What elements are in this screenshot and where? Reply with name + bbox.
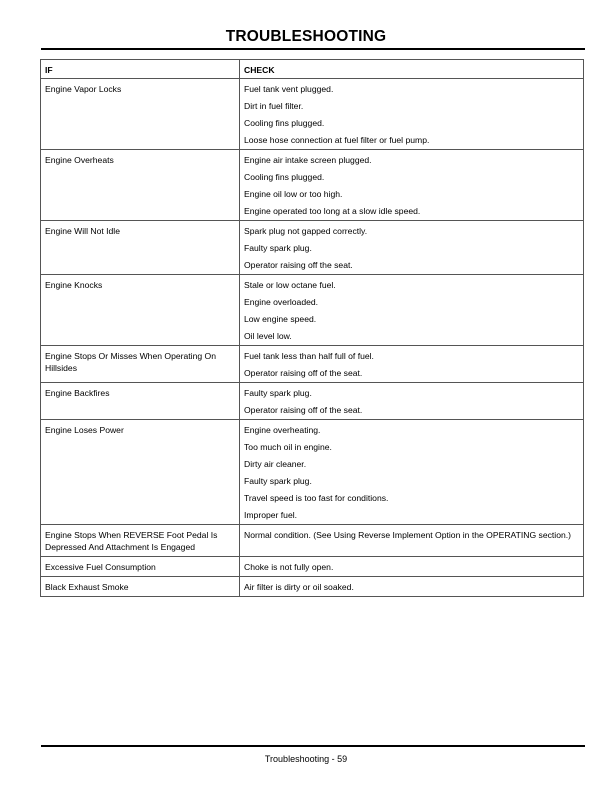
table-row (41, 525, 584, 557)
check-item: Too much oil in engine. (244, 442, 332, 452)
table-row (41, 577, 584, 597)
check-item: Engine overheating. (244, 425, 321, 435)
header-check: CHECK (240, 60, 584, 79)
table-row (41, 557, 584, 577)
symptom-cell: Engine Will Not Idle (41, 221, 240, 275)
check-cell (240, 346, 584, 383)
table-row (41, 221, 584, 275)
check-item: Stale or low octane fuel. (244, 280, 336, 290)
check-item: Fuel tank vent plugged. (244, 84, 334, 94)
check-item: Air filter is dirty or oil soaked. (244, 582, 354, 592)
troubleshooting-table (40, 59, 584, 597)
symptom-cell: Excessive Fuel Consumption (41, 557, 240, 577)
footer-divider (41, 745, 585, 747)
header-if: IF (41, 60, 240, 79)
check-item: Engine air intake screen plugged. (244, 155, 372, 165)
check-item: Cooling fins plugged. (244, 118, 325, 128)
check-item: Operator raising off of the seat. (244, 368, 363, 378)
symptom-cell: Engine Overheats (41, 150, 240, 221)
table-row (41, 383, 584, 420)
check-item: Faulty spark plug. (244, 388, 312, 398)
check-item: Engine overloaded. (244, 297, 319, 307)
check-item: Dirt in fuel filter. (244, 101, 304, 111)
check-cell (240, 150, 584, 221)
symptom-cell: Engine Loses Power (41, 420, 240, 525)
page-title: TROUBLESHOOTING (225, 28, 387, 45)
check-cell (240, 275, 584, 346)
title-divider (41, 48, 585, 50)
check-item: Fuel tank less than half full of fuel. (244, 351, 374, 361)
check-item: Dirty air cleaner. (244, 459, 307, 469)
check-item: Operator raising off the seat. (244, 260, 353, 270)
check-item: Oil level low. (244, 331, 292, 341)
symptom-cell: Engine Knocks (41, 275, 240, 346)
check-item: Faulty spark plug. (244, 476, 312, 486)
check-item: Choke is not fully open. (244, 562, 334, 572)
check-item: Improper fuel. (244, 510, 298, 520)
table-row (41, 275, 584, 346)
check-cell (240, 383, 584, 420)
symptom-cell: Engine Stops Or Misses When Operating On Hillsides (41, 346, 240, 383)
table-row (41, 79, 584, 150)
check-item: Normal condition. (See Using Reverse Implement Option in the OPERATING section.) (244, 530, 572, 540)
check-item: Cooling fins plugged. (244, 172, 325, 182)
check-item: Low engine speed. (244, 314, 317, 324)
check-cell (240, 557, 584, 577)
check-cell (240, 577, 584, 597)
check-item: Engine operated too long at a slow idle speed. (244, 206, 421, 216)
check-cell (240, 525, 584, 557)
page-footer: Troubleshooting - 59 (264, 754, 348, 764)
table-row (41, 346, 584, 383)
table-header-row (41, 60, 584, 79)
symptom-cell: Engine Backfires (41, 383, 240, 420)
check-item: Loose hose connection at fuel filter or fuel pump. (244, 135, 430, 145)
table-row (41, 150, 584, 221)
table-row (41, 420, 584, 525)
check-item: Engine oil low or too high. (244, 189, 343, 199)
symptom-cell: Engine Stops When REVERSE Foot Pedal Is Depressed And Attachment Is Engaged (41, 525, 240, 557)
check-cell (240, 420, 584, 525)
symptom-cell: Engine Vapor Locks (41, 79, 240, 150)
symptom-cell: Black Exhaust Smoke (41, 577, 240, 597)
check-item: Spark plug not gapped correctly. (244, 226, 368, 236)
check-cell (240, 79, 584, 150)
check-cell (240, 221, 584, 275)
check-item: Travel speed is too fast for conditions. (244, 493, 389, 503)
check-item: Operator raising off of the seat. (244, 405, 363, 415)
check-item: Faulty spark plug. (244, 243, 312, 253)
